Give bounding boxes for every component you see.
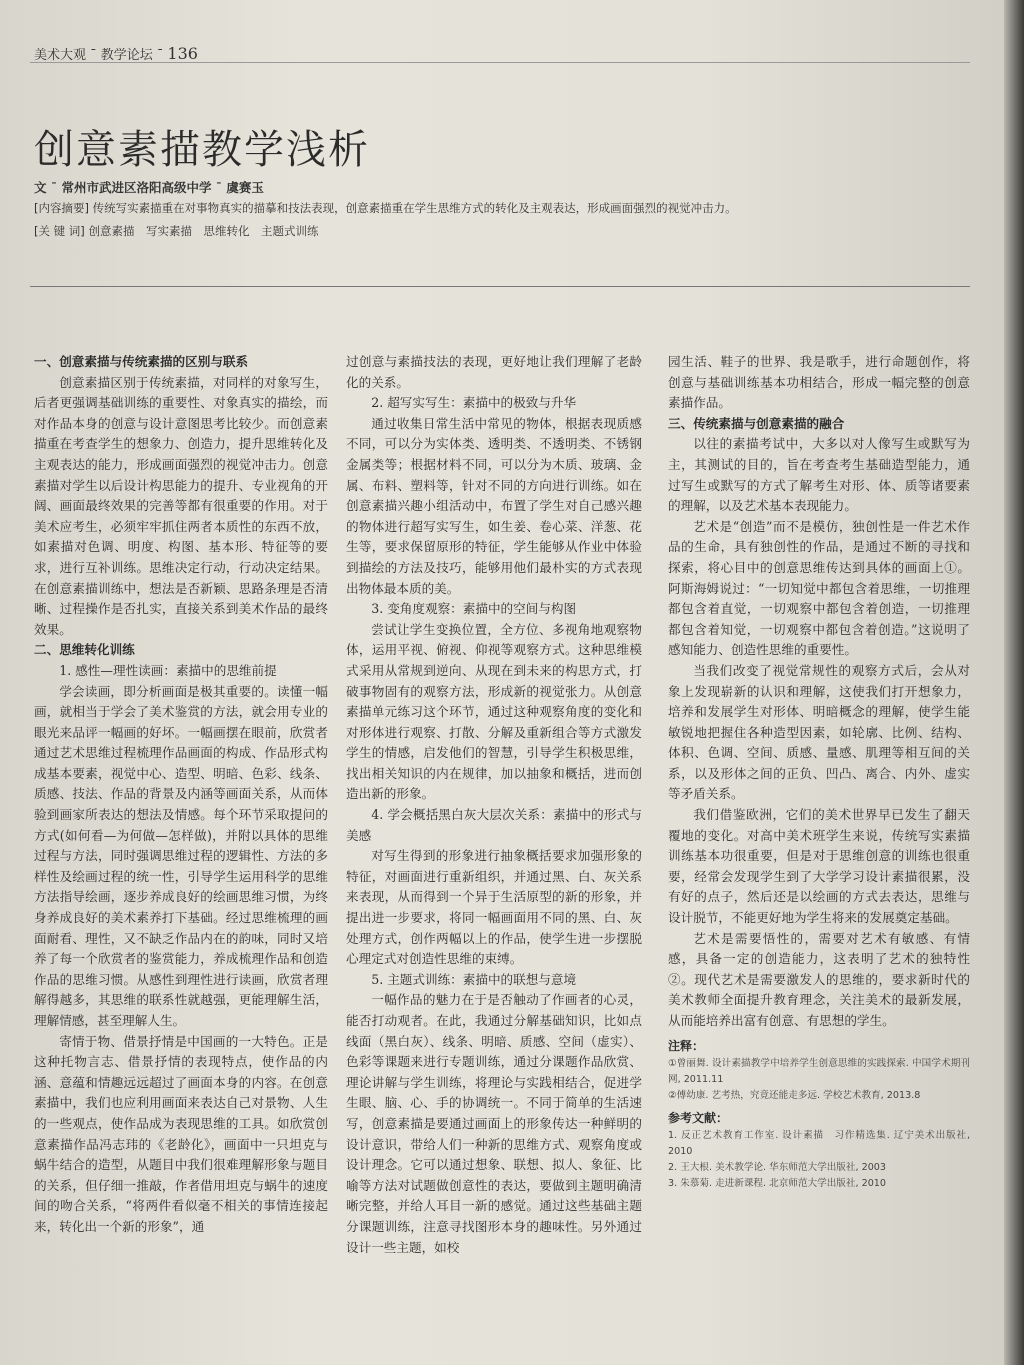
keywords-line — [34, 223, 318, 239]
paragraph: 尝试让学生变换位置，全方位、多视角地观察物体，运用平视、俯视、仰视等观察方式。这种思维模式采用从常规到逆向、从现在到未来的构思方式，打破事物固有的观察方法，形成新的视觉张力。从创意素描单元练习这个环节，通过这种观察角度的变化和对形体进行观察、打散、分解及重新组合等方式激发学生的情感，启发他们的智慧，引导学生积极思维，找出相关知识的内在规律，加以抽象和概括，进而创造出新的形象。 — [346, 621, 642, 802]
paragraph: 对写生得到的形象进行抽象概括要求加强形象的特征，对画面进行重新组织，并通过黑、白、灰关系来表现，从而得到一个异于生活原型的新的形象，并提出进一步要求，将同一幅画面用不同的黑、白、灰处理方式，创作两幅以上的作品，使学生进一步摆脱心理定式对创造性思维的束缚。 — [346, 848, 642, 967]
abstract-text: 传统写实素描重在对事物真实的描摹和技法表现，创意素描重在学生思维方式的转化及主观表达，形成画面强烈的视觉冲击力。 — [92, 201, 737, 215]
running-header — [34, 44, 198, 63]
reference-item: 1. 反正艺术教育工作室. 设计素描 习作精选集. 辽宁美术出版社, 2010 — [668, 1129, 970, 1157]
abstract-label: [内容摘要] — [34, 201, 89, 215]
keywords-label: [关 键 词] — [34, 224, 85, 238]
subsection-heading: 5. 主题式训练：素描中的联想与意境 — [371, 971, 577, 987]
paragraph: 过创意与素描技法的表现，更好地让我们理解了老龄化的关系。 — [346, 354, 642, 390]
abstract-line — [34, 200, 737, 216]
column-2 — [346, 352, 642, 1258]
reference-item: 2. 王大根. 美术教学论. 华东师范大学出版社, 2003 — [668, 1161, 887, 1173]
footnote: ①曾丽舞. 设计素描教学中培养学生创意思维的实践探索. 中国学术期刊网, 2011.11 — [668, 1057, 970, 1085]
paragraph: 一幅作品的魅力在于是否触动了作画者的心灵，能否打动观者。在此，我通过分解基础知识，比如点线面（黑白灰）、线条、明暗、质感、空间（虚实）、色彩等课题来进行专题训练，通过分课题作品欣赏、理论讲解与学生训练，将理论与实践相结合，促进学生眼、脑、心、手的协调统一。不同于简单的生活速写，创意素描是要通过画面上的形象传达一种鲜明的设计意识，带给人们一种新的思维方式、观察角度或设计理念。它可以通过想象、联想、拟人、象征、比喻等方法对试题做创意性的表达，要做到主题明确清晰完整，并给人耳目一新的感觉。通过这些基础主题分课题训练，注意寻找图形本身的趣味性。另外通过设计一些主题，如校 — [346, 992, 642, 1255]
references-heading: 参考文献： — [668, 1110, 729, 1125]
page-number: 136 — [167, 44, 198, 63]
section-heading: 二、思维转化训练 — [34, 642, 135, 658]
paragraph: 通过收集日常生活中常见的物体，根据表现质感不同，可以分为实体类、透明类、不透明类、不锈钢金属类等；根据材料不同，可以分为木质、玻璃、金属、布料、塑料等，针对不同的方向进行训练。如在创意素描兴趣小组活动中，布置了学生对自己感兴趣的物体进行超写实写生，如生姜、卷心菜、洋葱、花生等，要求保留原形的特征，学生能够从作业中体验到描绘的方法及技巧，能够用他们最朴实的方式表现出物体最本质的美。 — [346, 415, 642, 596]
paragraph: 寄情于物、借景抒情是中国画的一大特色。正是这种托物言志、借景抒情的表现特点，使作品的内涵、意蕴和情趣远远超过了画面本身的内容。在创意素描中，我们也应利用画面来表达自己对景物、人生的一些观点，使作品成为表现思维的工具。如欣赏创意素描作品冯志玮的《老龄化》，画面中一只坦克与蜗牛结合的造型，从题目中我们很难理解形象与题目的关系，但仔细一推敲，作者借用坦克与蜗牛的速度间的吻合关系，“将两件看似毫不相关的事情连接起来，转化出一个新的形象”，通 — [34, 1033, 328, 1234]
subsection-heading: 3. 变角度观察：素描中的空间与构图 — [371, 601, 577, 617]
column-1 — [34, 352, 328, 1238]
paragraph: 艺术是需要悟性的，需要对艺术有敏感、有情感，具备一定的创造能力，这表明了艺术的独特性②。现代艺术是需要激发人的思维的，要求新时代的美术教师全面提升教育理念，关注美术的最新发展，从而能培养出富有创意、有思想的学生。 — [668, 930, 970, 1028]
reference-item: 3. 朱慕菊. 走进新课程. 北京师范大学出版社, 2010 — [668, 1177, 887, 1189]
paragraph: 艺术是“创造”而不是模仿，独创性是一件艺术作品的生命，具有独创性的作品，是通过不断的寻找和探索，将心目中的创意思维传达到具体的画面上①。阿斯海姆说过：“一切知觉中都包含着思维，一切推理都包含着直觉，一切观察中都包含着创造，一切推理都包含着知觉，一切观察中都包含着创造。”这说明了感知能力、创造性思维的重要性。 — [668, 518, 970, 658]
title-divider — [30, 286, 970, 287]
column-3 — [668, 352, 970, 1192]
paragraph: 学会读画，即分析画面是极其重要的。读懂一幅画，就相当于学会了美术鉴赏的方法，就会用专业的眼光来品评一幅画的好坏。一幅画摆在眼前，欣赏者通过艺术思维过程梳理作品画面的构成、作品形式构成基本要素，视觉中心、造型、明暗、色彩、线条、质感、技法、作品的背景及内涵等画面关系，从而体验到画家所表达的想法及情感。每个环节采取提问的方式(如何看—为何做—怎样做)，并附以具体的思维过程与方法，同时强调思维过程的逻辑性、方法的多样性及绘画过程的统一性，引导学生运用科学的思维方法指导绘画，逐步养成良好的绘画思维习惯，为终身养成良好的美术素养打下基础。经过思维梳理的画面耐看、理性，又不缺乏作品内在的韵味，同时又培养了每一个欣赏者的鉴赏能力，养成梳理作品和创造作品的思维习惯。从感性到理性进行读画，欣赏者理解得越多，其思维的联系性就越强，更能理解生活，理解情感，甚至理解人生。 — [34, 683, 328, 1028]
footnote: ②傅幼康. 艺考热，究竟还能走多远. 学校艺术教育, 2013.8 — [668, 1089, 921, 1101]
subsection-heading: 4. 学会概括黑白灰大层次关系：素描中的形式与美感 — [346, 807, 642, 843]
subsection-heading: 1. 感性—理性读画：素描中的思维前提 — [59, 662, 277, 678]
header-divider — [30, 62, 970, 63]
page-edge-shadow — [1004, 0, 1024, 1365]
paragraph: 园生活、鞋子的世界、我是歌手，进行命题创作，将创意与基础训练基本功相结合，形成一幅完整的创意素描作品。 — [668, 354, 970, 411]
paragraph: 创意素描区别于传统素描，对同样的对象写生，后者更强调基础训练的重要性、对象真实的描绘，而对作品本身的创意与设计意图思考比较少。而创意素描重在考查学生的想象力、创造力，提升思维转化及主观表达的能力，形成画面强烈的视觉冲击力。创意素描对学生以后设计构思能力的提升、专业视角的开阔、画面最终效果的完善等都有很重要的作用。对于美术应考生，必须牢牢抓住两者本质性的东西不放，如素描对色调、明度、构图、基本形、特征等的要求，进行互补训练。思维决定行动，行动决定结果。在创意素描训练中，想法是否新颖、思路条理是否清晰、过程操作是否扎实，直接关系到美术作品的最终效果。 — [34, 374, 328, 637]
keywords-text: 创意素描 写实素描 思维转化 主题式训练 — [88, 224, 319, 238]
subsection-heading: 2. 超写实写生：素描中的极致与升华 — [371, 395, 577, 411]
paragraph: 我们借鉴欧洲，它们的美术世界早已发生了翻天覆地的变化。对高中美术班学生来说，传统写实素描训练基本功很重要，但是对于思维创意的训练也很重要，经常会发现学生到了大学学习设计素描很累，没有好的点子，然后还是以绘画的方式去表达，思维与设计脱节，不能更好地为学生将来的发展奠定基础。 — [668, 807, 970, 926]
author-line: 文 ¯ 常州市武进区洛阳高级中学 ¯ 虞赛玉 — [34, 180, 264, 195]
paragraph: 以往的素描考试中，大多以对人像写生或默写为主，其测试的目的，旨在考查考生基础造型能力，通过写生或默写的方式了解考生对形、体、质等诸要素的理解，以及艺术基本表现能力。 — [668, 436, 970, 514]
section-heading: 一、创意素描与传统素描的区别与联系 — [34, 354, 249, 369]
section-label: 美术大观 ¯ 教学论坛 ¯ — [34, 48, 164, 63]
paragraph: 当我们改变了视觉常规性的观察方式后，会从对象上发现崭新的认识和理解，这使我们打开想象力，培养和发展学生对形体、明暗概念的理解，使学生能敏锐地把握住各种造型因素，如轮廓、比例、结构、体积、色调、空间、质感、量感、肌理等相互间的关系，以及形体之间的正负、凹凸、离合、内外、虚实等矛盾关系。 — [668, 662, 970, 802]
article-title: 创意素描教学浅析 — [34, 127, 370, 173]
notes-heading: 注释： — [668, 1038, 705, 1053]
section-heading: 三、传统素描与创意素描的融合 — [668, 415, 845, 431]
